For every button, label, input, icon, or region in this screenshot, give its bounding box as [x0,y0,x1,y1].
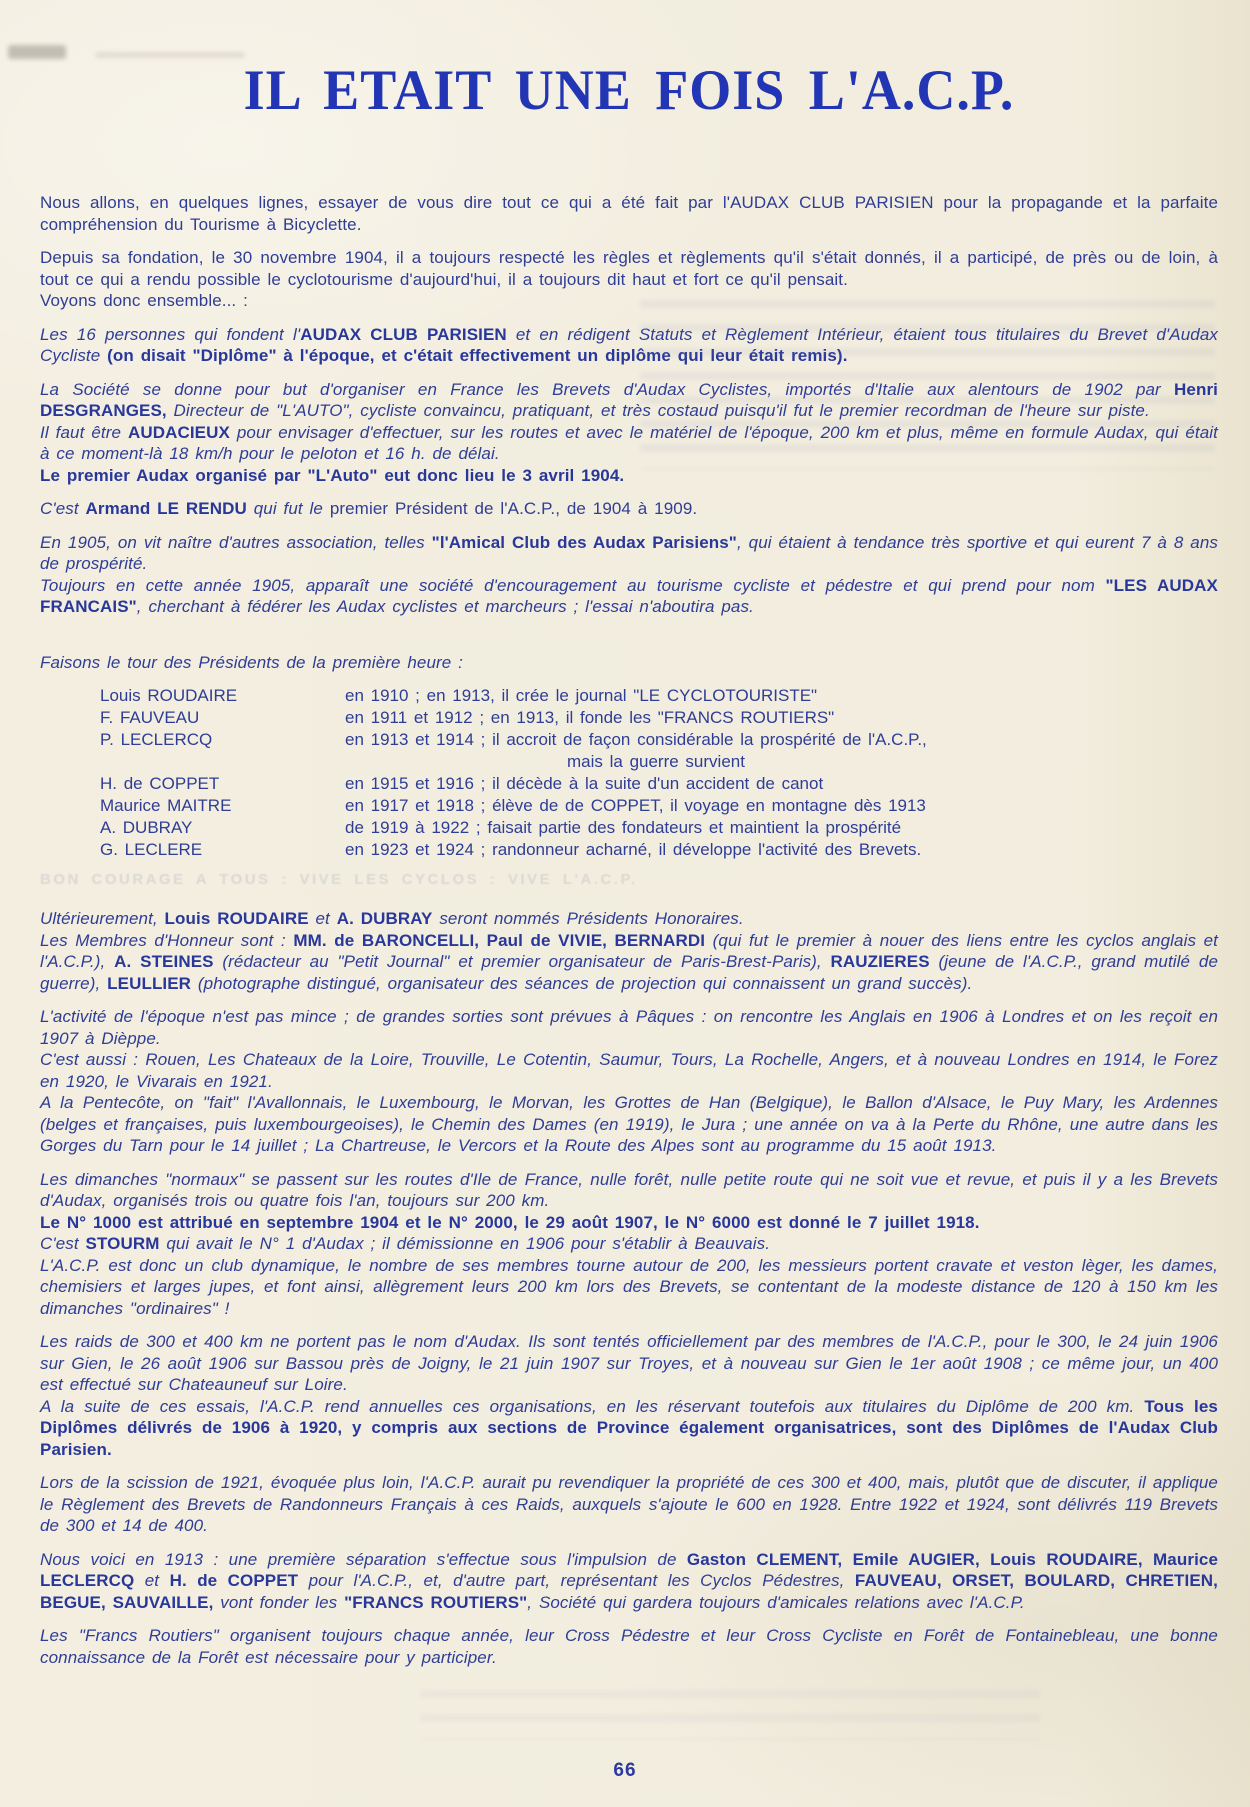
text-run: Tous les Diplômes délivrés de 1906 à 1920, y compris aux sections de Province également organisatrices, sont des Diplômes de l'Audax Club Parisien. [40,1396,1218,1459]
text-run: FAUVEAU, ORSET, BOULARD, CHRETIEN, BEGUE, SAUVAILLE, [40,1571,1219,1612]
text-run: A. STEINES [114,952,214,971]
text-run: Les "Francs Routiers" organisent toujours chaque année, leur Cross Pédestre et leur Cross Cycliste en Forêt de Fontainebleau, une bonne connaissance de la Forêt est nécessaire pour y participer. [40,1626,1218,1667]
paragraph [40,532,1218,618]
scan-smudge [8,45,66,59]
president-name: A. DUBRAY [100,818,193,837]
text-run: Armand LE RENDU [85,499,247,518]
text-run: "l'Amical Club des Audax Parisiens" [431,532,737,552]
president-row [100,839,1218,861]
text-run: Les 16 personnes qui fondent l' [40,324,301,344]
text-run: Nous voici en 1913 : une première séparation s'effectue sous l'impulsion de [40,1549,687,1569]
text-run: Toujours en cette année 1905, apparaît une société d'encouragement au tourisme cycliste et pédestre et qui prend pour nom [40,575,1106,595]
president-name: Maurice MAITRE [100,796,232,815]
text-run: et [308,909,337,928]
text-run: et [134,1571,170,1590]
text-run: Voyons donc ensemble... : [40,291,248,310]
text-run: , Société qui gardera toujours d'amicales relations avec l'A.C.P. [527,1592,1025,1612]
showthrough-texture [640,300,1215,470]
text-run: pour envisager d'effectuer, sur les routes et avec le matériel de l'époque, 200 km et plus, même en formule Audax, qui était à ce moment-là 18 km/h pour le peloton et 16 h. de délai. [40,422,1219,463]
president-description [345,839,1218,861]
president-description-line: en 1911 et 1912 ; en 1913, il fonde les "FRANCS ROUTIERS" [345,708,835,727]
president-description-line: de 1919 à 1922 ; faisait partie des fondateurs et maintient la prospérité [345,818,902,837]
president-row [100,707,1218,729]
president-description-line: en 1915 et 1916 ; il décède à la suite d'un accident de canot [345,774,824,793]
text-run: (rédacteur au "Petit Journal" et premier organisateur de Paris-Brest-Paris), [213,952,831,971]
paragraph [40,498,1218,520]
text-run: L'A.C.P. est donc un club dynamique, le nombre de ses membres tourne autour de 200, les messieurs portent cravate et veston lèger, les dames, chemisiers et larges jupes, et font ainsi, allègrement leurs 200 km lors des Brevets, se contentant de la modeste distance de 120 à 150 km les dimanches "ordinaires" ! [40,1255,1218,1318]
paragraph [40,908,1218,994]
text-run: STOURM [85,1234,160,1253]
text-run: Le premier Audax organisé par "L'Auto" eut donc lieu le 3 avril 1904. [40,465,625,485]
text-run: Les Membres d'Honneur sont : [40,930,294,950]
text-run: Ultérieurement, [40,909,165,928]
text-run: AUDAX CLUB PARISIEN [300,324,507,344]
paragraph [40,1472,1218,1537]
text-run: C'est aussi : Rouen, Les Chateaux de la Loire, Trouville, Le Cotentin, Saumur, Tours, La Rochelle, Angers, et à nouveau Londres en 1914, le Forez en 1920, le Vivarais en 1921. [40,1050,1218,1091]
president-description-line: en 1910 ; en 1913, il crée le journal "LE CYCLOTOURISTE" [345,686,818,705]
president-row [100,817,1218,839]
text-run: La Société se donne pour but d'organiser en France les Brevets d'Audax Cyclistes, importés d'Italie aux alentours de 1902 par [40,379,1175,399]
paragraph [40,1006,1218,1157]
president-name: F. FAUVEAU [100,708,200,727]
ghost-showthrough-text: BON COURAGE A TOUS : VIVE LES CYCLOS : VIVE L'A.C.P. [40,871,638,888]
paragraph [40,1625,1218,1668]
paragraph [40,1331,1218,1460]
president-name: Louis ROUDAIRE [100,686,238,705]
text-run: A la Pentecôte, on "fait" l'Avallonnais, le Luxembourg, le Morvan, les Grottes de Han (Belgique), le Ballon d'Alsace, le Puy Mary, les Ardennes (belges et françaises, puis luxembourgeoises), le Chemin des Dames (en 1919), le Jura ; une année on va à la Perte du Rhône, une autre dans les Gorges du Tarn pour le 14 juillet ; La Chartreuse, le Vercors et la Route des Alpes sont au programme du 15 août 1913. [40,1093,1218,1155]
president-row [100,773,1218,795]
text-run: Les raids de 300 et 400 km ne portent pas le nom d'Audax. Ils sont tentés officiellement par des membres de l'A.C.P., pour le 300, le 24 juin 1906 sur Gien, le 26 août 1906 sur Bassou près de Joigny, le 21 juin 1907 sur Troyes, et à nouveau sur Gien le 1er août 1908 ; ce même jour, un 400 est effectué sur Chateauneuf sur Loire. [40,1332,1218,1394]
president-description [345,685,1218,707]
text-run: Faisons le tour des Présidents de la première heure : [40,652,464,672]
scan-smudge-faint [95,52,245,58]
text-run: Lors de la scission de 1921, évoquée plus loin, l'A.C.P. aurait pu revendiquer la propriété de ces 300 et 400, mais, plutôt que de discuter, il applique le Règlement des Brevets de Randonneurs Français à ces Raids, auxquels s'ajoute le 600 en 1928. Entre 1922 et 1924, sont délivrés 119 Brevets de 300 et 14 de 400. [40,1473,1218,1535]
president-description-line: en 1917 et 1918 ; élève de de COPPET, il voyage en montagne dès 1913 [345,796,926,815]
text-run: Nous allons, en quelques lignes, essayer de vous dire tout ce qui a été fait par l'AUDAX CLUB PARISIEN pour la propagande et la parfaite compréhension du Tourisme à Bicyclette. [40,193,1218,234]
paragraph [40,192,1218,235]
text-run: premier Président de l'A.C.P., de 1904 à 1909. [329,499,698,518]
text-run: Les dimanches "normaux" se passent sur les routes d'Ile de France, nulle forêt, nulle petite route qui ne soit vue et revue, et puis il y a les Brevets d'Audax, organisés trois ou quatre fois l'an, toujours sur 200 km. [40,1169,1218,1210]
text-run: "LES AUDAX FRANCAIS" [40,575,1218,616]
president-name: P. LECLERCQ [100,730,213,749]
page-title: IL ETAIT UNE FOIS L'A.C.P. [243,58,1015,122]
president-description [345,729,1218,773]
text-run: (on disait "Diplôme" à l'époque, et c'était effectivement un diplôme qui leur était remis). [107,346,848,365]
president-description [345,773,1218,795]
paragraph [40,1169,1218,1320]
text-run: A la suite de ces essais, l'A.C.P. rend annuelles ces organisations, en les réservant toutefois aux titulaires du Diplôme de 200 km. [40,1396,1145,1416]
text-run: qui avait le N° 1 d'Audax ; il démissionne en 1906 pour s'établir à Beauvais. [159,1234,771,1253]
text-run: et en rédigent Statuts et Règlement Intérieur, étaient tous titulaires du Brevet d'Audax Cycliste [40,324,1218,365]
president-description [345,707,1218,729]
text-run: vont fonder les [213,1592,345,1612]
president-description-line: mais la guerre survient [567,752,745,771]
text-run: (photographe distingué, organisateur des séances de projection qui connaissent un grand succès). [191,973,973,993]
page-number: 66 [613,1760,637,1781]
president-name: G. LECLERE [100,840,203,859]
text-run: pour l'A.C.P., et, d'autre part, représentant les Cyclos Pédestres, [298,1571,855,1590]
text-run: L'activité de l'époque n'est pas mince ; de grandes sorties sont prévues à Pâques : on rencontre les Anglais en 1906 à Londres et on les reçoit en 1907 à Dièppe. [40,1007,1218,1048]
text-run: AUDACIEUX [127,422,230,442]
paragraph [40,652,1218,674]
text-run: MM. de BARONCELLI, Paul de VIVIE, BERNARDI [293,930,706,950]
text-run: C'est [40,1234,86,1253]
text-run: A. DUBRAY [336,909,433,928]
page-footer [0,1760,1250,1782]
president-row [100,795,1218,817]
text-run: , cherchant à fédérer les Audax cyclistes et marcheurs ; l'essai n'aboutira pas. [136,597,754,616]
text-run: RAUZIERES [830,952,930,971]
presidents-list [100,685,1218,861]
text-run: Il faut être [40,422,128,442]
text-run: Le N° 1000 est attribué en septembre 1904 et le N° 2000, le 29 août 1907, le N° 6000 est donné le 7 juillet 1918. [40,1212,980,1232]
showthrough-texture [420,1690,1040,1740]
text-run: LEULLIER [107,973,192,993]
text-run: C'est [40,499,86,518]
text-run: seront nommés Présidents Honoraires. [432,909,744,928]
text-run: (qui fut le premier à nouer des liens entre les cyclos anglais et l'A.C.P.), [40,930,1219,971]
text-run: "FRANCS ROUTIERS" [344,1592,528,1612]
president-row [100,729,1218,773]
text-run: Depuis sa fondation, le 30 novembre 1904, il a toujours respecté les règles et règlements qu'il s'était donnés, il a participé, de près ou de loin, à tout ce qui a rendu possible le cyclotourisme d'aujourd'hui, il a toujours dit haut et fort ce qu'il pensait. [40,248,1218,289]
text-run: (jeune de l'A.C.P., grand mutilé de guerre), [40,952,1218,993]
president-name: H. de COPPET [100,774,220,793]
president-description-line: en 1923 et 1924 ; randonneur acharné, il développe l'activité des Brevets. [345,840,922,859]
text-run: Louis ROUDAIRE [164,909,309,928]
president-description-line: en 1913 et 1914 ; il accroit de façon considérable la prospérité de l'A.C.P., [345,730,927,749]
text-run: qui fut le [246,499,330,518]
text-run: Directeur de "L'AUTO", cycliste convaincu, pratiquant, et très costaud puisqu'il fut le premier recordman de l'heure sur piste. [166,401,1150,420]
text-run: , qui étaient à tendance très sportive et qui eurent 7 à 8 ans de prospérité. [40,532,1218,573]
text-run: Henri DESGRANGES, [40,379,1218,420]
paragraph [40,1549,1218,1614]
text-run: En 1905, on vit naître d'autres association, telles [40,532,432,552]
text-run: H. de COPPET [169,1571,299,1590]
president-description [345,817,1218,839]
president-row [100,685,1218,707]
text-run: Gaston CLEMENT, Emile AUGIER, Louis ROUDAIRE, Maurice LECLERCQ [40,1549,1218,1590]
president-description [345,795,1218,817]
